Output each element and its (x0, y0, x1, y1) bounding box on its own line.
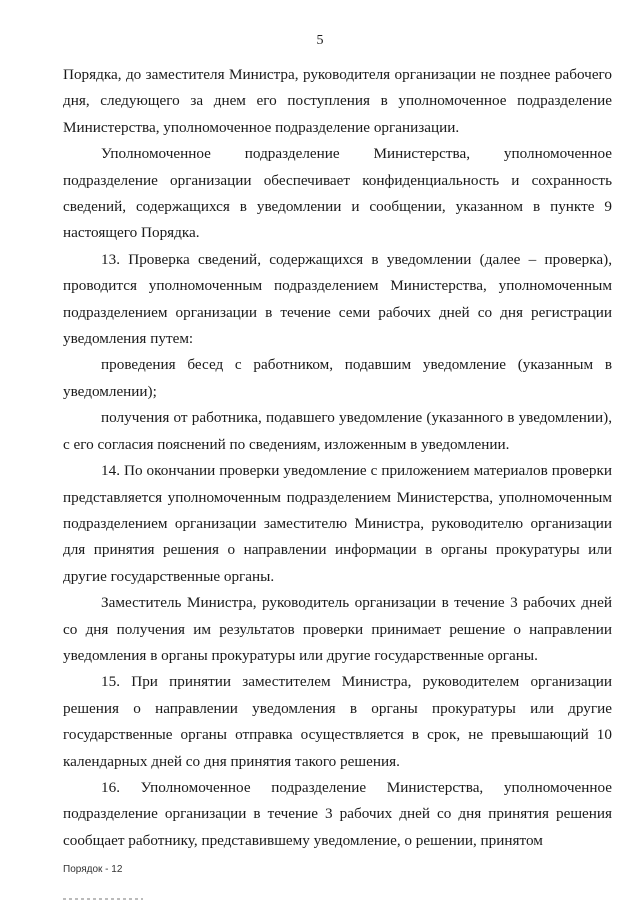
paragraph-decision: Заместитель Министра, руководитель организации в течение 3 рабочих дней со дня получения им результатов проверки принимает решение о направлении уведомления в органы прокуратуры или другие государственные органы. (63, 594, 612, 664)
paragraph-explanations: получения от работника, подавшего уведомление (указанного в уведомлении), с его согласия пояснений по сведениям, изложенным в уведомлении. (63, 409, 612, 453)
paragraph-confidentiality: Уполномоченное подразделение Министерства, уполномоченное подразделение организации обеспечивает конфиденциальность и сохранность сведений, содержащихся в уведомлении и сообщении, указанном в пункте 9 настоящего Порядка. (63, 145, 612, 242)
paragraph-16-notification: 16. Уполномоченное подразделение Министерства, уполномоченное подразделение организации в течение 3 рабочих дней со дня принятия решения сообщает работнику, представившему уведомление, о решении, принятом (63, 778, 612, 849)
paragraph-13-verification: 13. Проверка сведений, содержащихся в уведомлении (далее – проверка), проводится уполномоченным подразделением Министерства, уполномоченным подразделением организации в течение семи рабочих дней со дня регистрации уведомления путем: (63, 250, 612, 348)
footer-label: Порядок - 12 (63, 864, 123, 875)
scan-artifact (63, 898, 143, 900)
document-body (63, 62, 612, 854)
paragraph-continuation: Порядка, до заместителя Министра, руководителя организации не позднее рабочего дня, следующего за днем его поступления в уполномоченное подразделение Министерства, уполномоченное подразделение организации. (63, 66, 612, 136)
page-number: 5 (316, 33, 324, 48)
paragraph-14-results: 14. По окончании проверки уведомление с приложением материалов проверки представляется уполномоченным подразделением Министерства, уполномоченным подразделением организации заместителю Министра, руководителю организации для принятия решения о направлении информации в органы прокуратуры или другие государственные органы. (63, 462, 612, 585)
paragraph-15-sending: 15. При принятии заместителем Министра, руководителем организации решения о направлении уведомления в органы прокуратуры или другие государственные органы отправка осуществляется в срок, не превышающий 10 календарных дней со дня принятия такого решения. (63, 673, 612, 770)
paragraph-conversations: проведения бесед с работником, подавшим уведомление (указанным в уведомлении); (63, 356, 612, 400)
